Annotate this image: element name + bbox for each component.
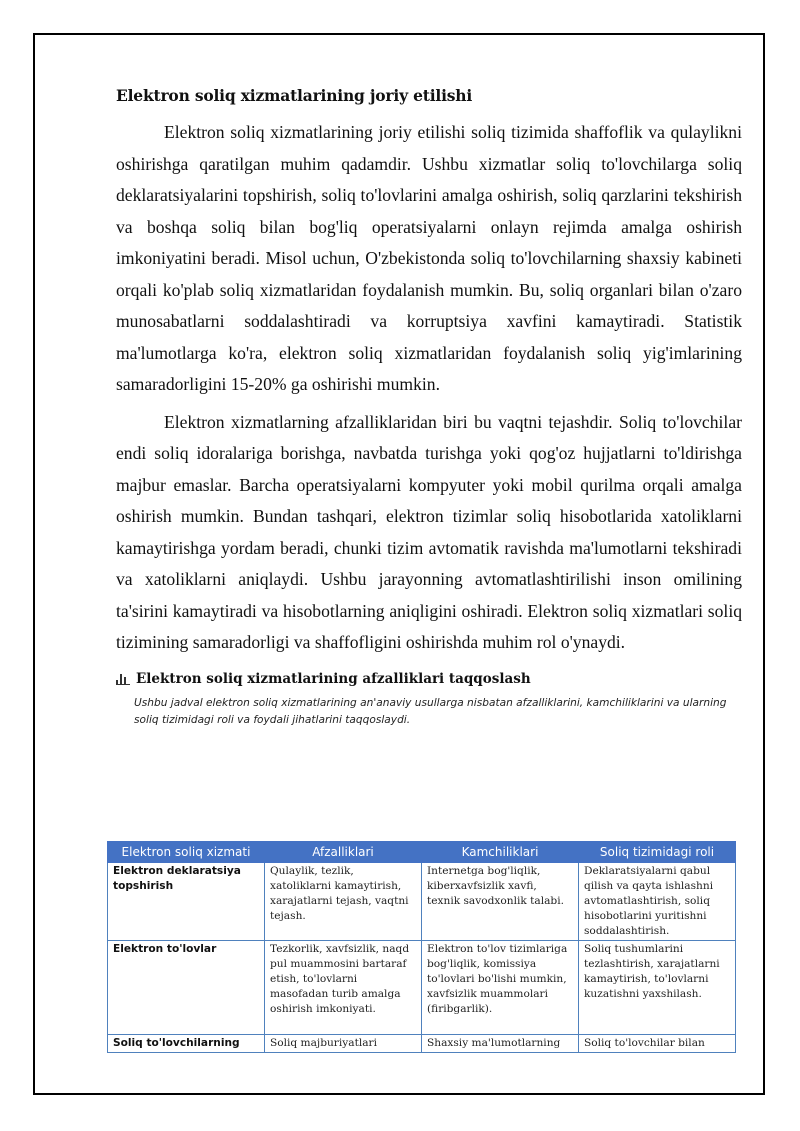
column-header: Kamchiliklari — [422, 842, 579, 863]
table-cell: Tezkorlik, xavfsizlik, naqd pul muammosini bartaraf etish, to'lovlarni masofadan turib amalga oshirish imkoniyati. — [265, 941, 422, 1035]
table-header-row — [108, 842, 736, 863]
paragraph-1: Elektron soliq xizmatlarining joriy etilishi soliq tizimida shaffoflik va qulaylikni oshirishga qaratilgan muhim qadamdir. Ushbu xizmatlar soliq to'lovchilarga soliq deklaratsiyalarini topshirish, soliq to'lovlarini amalga oshirish, soliq qarzlarini tekshirish va boshqa soliq bilan bog'liq operatsiyalarni onlayn rejimda amalga oshirish imkoniyatini beradi. Misol uchun, O'zbekistonda soliq to'lovchilarning shaxsiy kabineti orqali ko'plab soliq xizmatlaridan foydalanish mumkin. Bu, soliq organlari bilan o'zaro munosabatlarni soddalashtiradi va korruptsiya xavfini kamaytiradi. Statistik ma'lumotlarga ko'ra, elektron soliq xizmatlaridan foydalanish soliq yig'imlarining samaradorligini 15-20% ga oshirishi mumkin. — [116, 122, 742, 394]
table-cell: Soliq to'lovchilarning — [108, 1035, 265, 1053]
table-cell: Elektron deklaratsiya topshirish — [108, 863, 265, 941]
column-header: Soliq tizimidagi roli — [579, 842, 736, 863]
column-header: Elektron soliq xizmati — [108, 842, 265, 863]
table-row — [108, 863, 736, 941]
table-cell: Elektron to'lov tizimlariga bog'liqlik, komissiya to'lovlari bo'lishi mumkin, xavfsizlik muammolari (firibgarlik). — [422, 941, 579, 1035]
table-cell: Soliq majburiyatlari — [265, 1035, 422, 1053]
table-title — [116, 671, 742, 687]
document-body — [116, 86, 742, 733]
bar-chart-icon — [116, 672, 130, 685]
table-cell: Soliq tushumlarini tezlashtirish, xarajatlarni kamaytirish, to'lovlarni kuzatishni yaxshilash. — [579, 941, 736, 1035]
table-row — [108, 941, 736, 1035]
table-cell: Shaxsiy ma'lumotlarning — [422, 1035, 579, 1053]
section-heading: Elektron soliq xizmatlarining joriy etilishi — [116, 86, 473, 105]
comparison-table — [107, 841, 736, 1053]
column-header: Afzalliklari — [265, 842, 422, 863]
table-cell: Soliq to'lovchilar bilan — [579, 1035, 736, 1053]
table-cell: Qulaylik, tezlik, xatoliklarni kamaytirish, xarajatlarni tejash, vaqtni tejash. — [265, 863, 422, 941]
table-caption: Ushbu jadval elektron soliq xizmatlarining an'anaviy usullarga nisbatan afzalliklarini, kamchiliklarini va ularning soliq tizimidagi roli va foydali jihatlarini taqqoslaydi. — [134, 696, 727, 726]
table-title-text: Elektron soliq xizmatlarining afzalliklari taqqoslash — [136, 670, 531, 687]
table-cell: Deklaratsiyalarni qabul qilish va qayta ishlashni avtomatlashtirish, soliq hisobotlarini yuritishni soddalashtirish. — [579, 863, 736, 941]
paragraph-2: Elektron xizmatlarning afzalliklaridan biri bu vaqtni tejashdir. Soliq to'lovchilar endi soliq idoralariga borishga, navbatda turishga yoki qog'oz hujjatlarni to'ldirishga majbur emaslar. Barcha operatsiyalarni kompyuter yoki mobil qurilma orqali amalga oshirish mumkin. Bundan tashqari, elektron tizimlar soliq hisobotlarida xatoliklarni kamaytirishga yordam beradi, chunki tizim avtomatik ravishda ma'lumotlarni tekshiradi va xatoliklarni aniqlaydi. Ushbu jarayonning avtomatlashtirilishi inson omilining ta'sirini kamaytiradi va hisobotlarning aniqligini oshiradi. Elektron soliq xizmatlari soliq tizimining samaradorligi va shaffofligini oshirishda muhim rol o'ynaydi. — [116, 411, 742, 652]
table-cell: Elektron to'lovlar — [108, 941, 265, 1035]
table-row — [108, 1035, 736, 1053]
table-cell: Internetga bog'liqlik, kiberxavfsizlik xavfi, texnik savodxonlik talabi. — [422, 863, 579, 941]
